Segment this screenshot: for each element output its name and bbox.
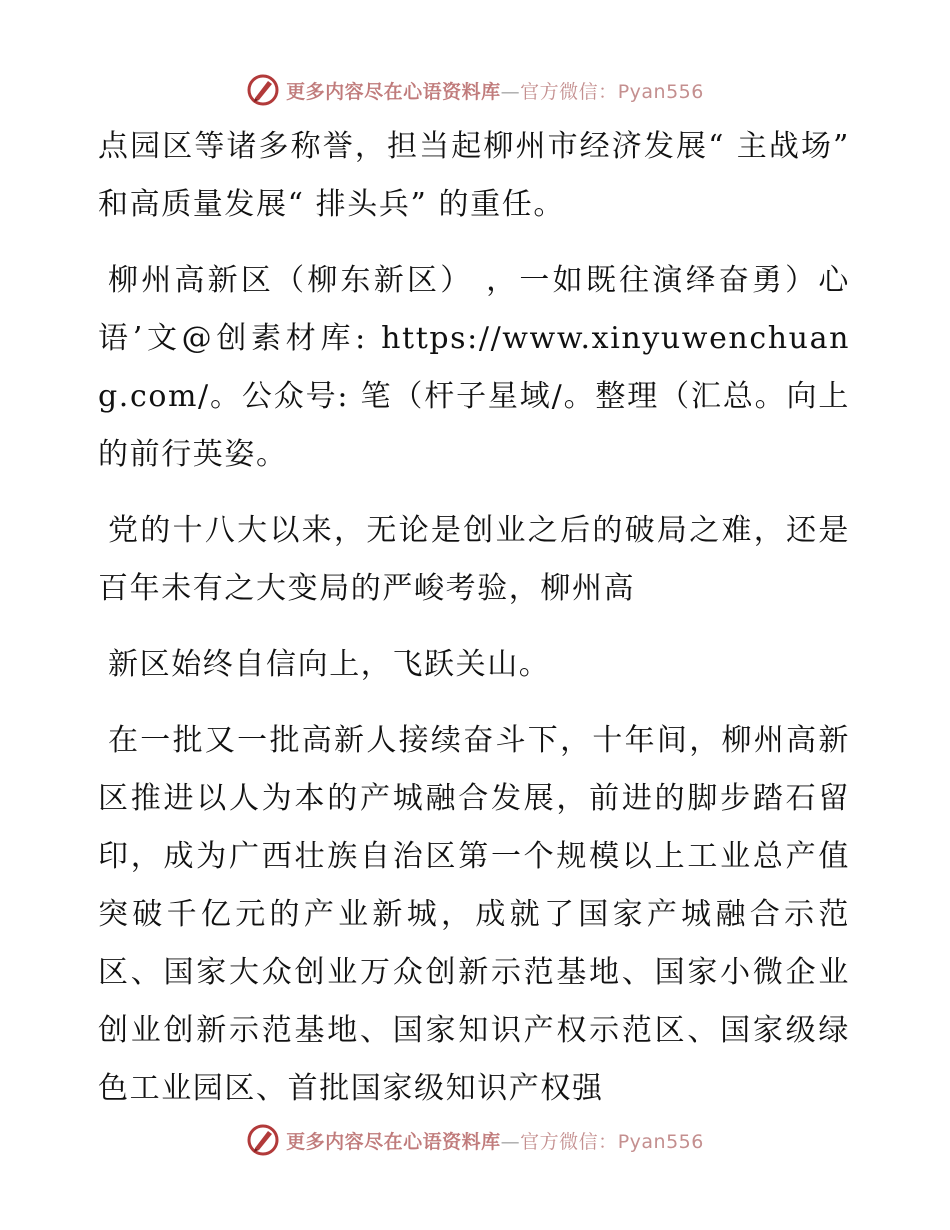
footer-banner — [0, 1122, 950, 1158]
footer-banner-wechat-id: Pyan556 — [617, 1130, 704, 1153]
footer-banner-rest: 官方微信： — [520, 1130, 618, 1153]
header-banner-separator: — — [500, 80, 521, 103]
paragraph-5: 在一批又一批高新人接续奋斗下，十年间，柳州高新区推进以人为本的产城融合发展，前进的脚步踏石留印，成为广西壮族自治区第一个规模以上工业总产值突破千亿元的产业新城，成就了国家产城融合示范区、国家大众创业万众创新示范基地、国家小微企业创业创新示范基地、国家知识产权示范区、国家级绿色工业园区、首批国家级知识产权强 — [98, 723, 850, 1106]
header-banner-text — [286, 77, 704, 104]
paragraph-2: 柳州高新区（柳东新区） ，一如既往演绎奋勇）心语’文@创素材库: https://www.xinyuwenchuang.com/。公众号: 笔（杆子星域/。整理（汇总。向上的前行英姿。 — [98, 263, 850, 472]
footer-banner-text — [286, 1127, 704, 1154]
footer-banner-separator: — — [500, 1130, 521, 1153]
document-body — [98, 118, 850, 1118]
paragraph-3: 党的十八大以来，无论是创业之后的破局之难，还是百年未有之大变局的严峻考验，柳州高 — [98, 513, 850, 606]
pen-logo-icon — [246, 1123, 280, 1157]
header-banner — [0, 72, 950, 108]
footer-banner-lead: 更多内容尽在心语资料库 — [286, 1130, 501, 1153]
header-banner-rest: 官方微信： — [520, 80, 618, 103]
header-banner-lead: 更多内容尽在心语资料库 — [286, 80, 501, 103]
paragraph-4: 新区始终自信向上，飞跃关山。 — [108, 647, 551, 682]
paragraph-1: 点园区等诸多称誉，担当起柳州市经济发展“ 主战场” 和高质量发展“ 排头兵” 的重任。 — [98, 129, 850, 222]
pen-logo-icon — [246, 73, 280, 107]
header-banner-wechat-id: Pyan556 — [617, 80, 704, 103]
